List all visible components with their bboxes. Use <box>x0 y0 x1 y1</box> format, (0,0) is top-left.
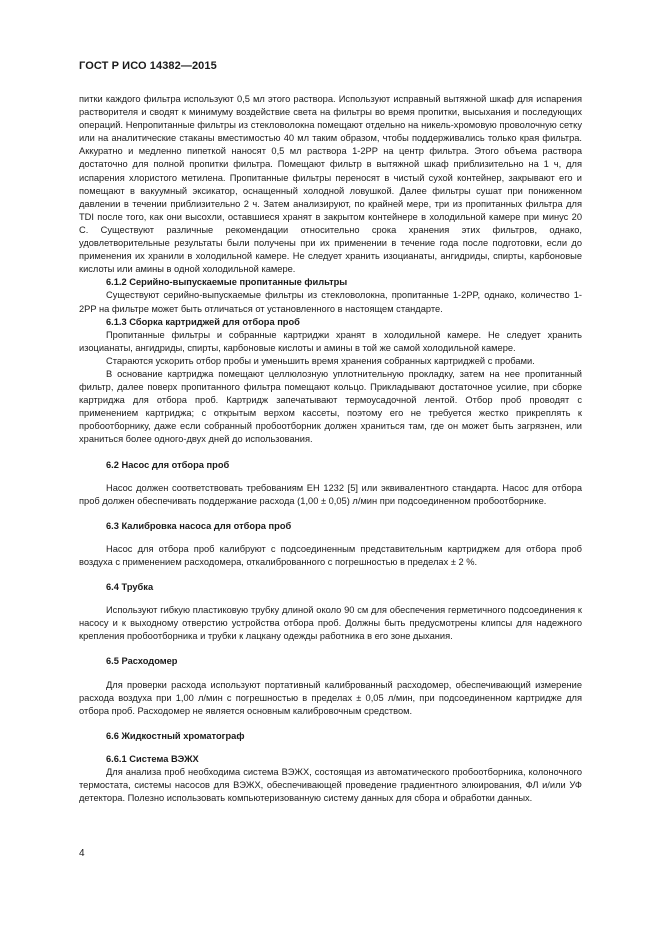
paragraph-hplc-system: Для анализа проб необходима система ВЭЖХ, состоящая из автоматического пробоотборника, колоночного термостата, системы насосов для ВЭЖХ, обеспечивающей проведение градиентного элюирования, ФЛ и/или УФ детектора. Полезно использовать компьютеризованную систему данных для сбора и обработки данных. <box>79 767 582 804</box>
paragraph-filter-impregnation: питки каждого фильтра используют 0,5 мл этого раствора. Используют исправный вытяжной шкаф для испарения растворителя и сводят к минимуму воздействие света на фильтры во время пропитки, высыхания и последующих операций. Непропитанные фильтры из стекловолокна помещают отдельно на никель-хромовую проволочную сетку или на аналитические стаканы вместимостью 40 мл таким образом, чтобы поддерживались только края фильтра. Аккуратно и медленно пипеткой наносят 0,5 мл раствора 1-2PP на центр фильтра. Этого объема раствора достаточно для полной пропитки фильтра. Помещают фильтр в вытяжной шкаф приблизительно на 1 ч, для испарения хлористого метилена. Пропитанные фильтры переносят в чистый сухой контейнер, закрывают его и помещают в вакуумный эксикатор, оснащенный холодной ловушкой. Далее фильтры сушат при пониженном давлении в течении приблизительно 2 ч. Затем анализируют, по крайней мере, три из пропитанных фильтра для TDI после того, как они высохли, оставшиеся хранят в закрытом контейнере в холодильной камере при минус 20 С. Существуют различные рекомендации относительно срока хранения этих фильтров, однако, удовлетворительные результаты были получены при их применении в течение года после подготовки, если до применения их хранили в холодильной камере. Не следует хранить изоцианаты, ангидриды, спирты, карбоновые кислоты или амины в одной холодильной камере. <box>79 94 582 275</box>
paragraph-flowmeter: Для проверки расхода используют портативный калиброванный расходомер, обеспечивающий измерение расхода воздуха при 1,00 л/мин с погрешностью в пределах ± 0,05 л/мин, при подсоединенном картридже для отбора проб. Расходомер не является основным калибровочным средством. <box>79 679 582 716</box>
document-header: ГОСТ Р ИСО 14382—2015 <box>79 60 217 72</box>
section-heading-6-5: 6.5 Расходомер <box>106 656 178 667</box>
paragraph-pump: Насос должен соответствовать требованиям ЕН 1232 [5] или эквивалентного стандарта. Насос для отбора проб должен обеспечивать поддержание расхода (1,00 ± 0,05) л/мин при подсоединенном пробоотборнике. <box>79 482 582 506</box>
paragraph-commercial-filters: Существуют серийно-выпускаемые фильтры из стекловолокна, пропитанные 1-2PP, однако, количество 1-2PP на фильтре может быть отличаться от установленного в настоящем стандарте. <box>79 290 582 314</box>
section-heading-6-4: 6.4 Трубка <box>106 582 154 593</box>
section-heading-6-2: 6.2 Насос для отбора проб <box>106 459 230 470</box>
document-body <box>79 93 582 805</box>
page-number: 4 <box>79 848 85 859</box>
paragraph-sampling-speed: Стараются ускорить отбор пробы и уменьшить время хранения собранных картриджей с пробами. <box>106 355 535 366</box>
paragraph-pump-calibration: Насос для отбора проб калибруют с подсоединенным представительным картриджем для отбора проб воздуха с применением расходомера, откалиброванного с погрешностью в пределах ± 2 %. <box>79 543 582 567</box>
paragraph-tubing: Используют гибкую пластиковую трубку длиной около 90 см для обеспечения герметичного подсоединения к насосу и к выходному отверстию устройства отбора проб. Должны быть предусмотрены клипсы для надежного крепления пробоотборника и трубки к лацкану одежды работника в его зоне дыхания. <box>79 605 582 642</box>
subsection-heading-6-1-2: 6.1.2 Серийно-выпускаемые пропитанные фильтры <box>106 277 348 288</box>
paragraph-cartridge-storage: Пропитанные фильтры и собранные картриджи хранят в холодильной камере. Не следует хранить изоцианаты, ангидриды, спирты, карбоновые кислоты и амины в той же самой холодильной камере. <box>79 329 582 353</box>
section-heading-6-3: 6.3 Калибровка насоса для отбора проб <box>106 520 292 531</box>
paragraph-cartridge-assembly: В основание картриджа помещают целлюлозную уплотнительную прокладку, затем на нее пропитанный фильтр, далее поверх пропитанного фильтра помещают кольцо. Прикладывают достаточное усилие, при сборке картриджа для отбора проб. Картридж запечатывают термоусадочной лентой. Отбор проб проводят с применением картриджа; с открытым верхом кассеты, поэтому его не требуется жестко прикреплять к пробоотборнику, даже если собранный пробоотборник должен храниться там, где он может быть загрязнен, или храниться более одного-двух дней до использования. <box>79 368 582 445</box>
subsection-heading-6-6-1: 6.6.1 Система ВЭЖХ <box>106 753 199 764</box>
section-heading-6-6: 6.6 Жидкостный хроматограф <box>106 730 245 741</box>
subsection-heading-6-1-3: 6.1.3 Сборка картриджей для отбора проб <box>106 316 300 327</box>
